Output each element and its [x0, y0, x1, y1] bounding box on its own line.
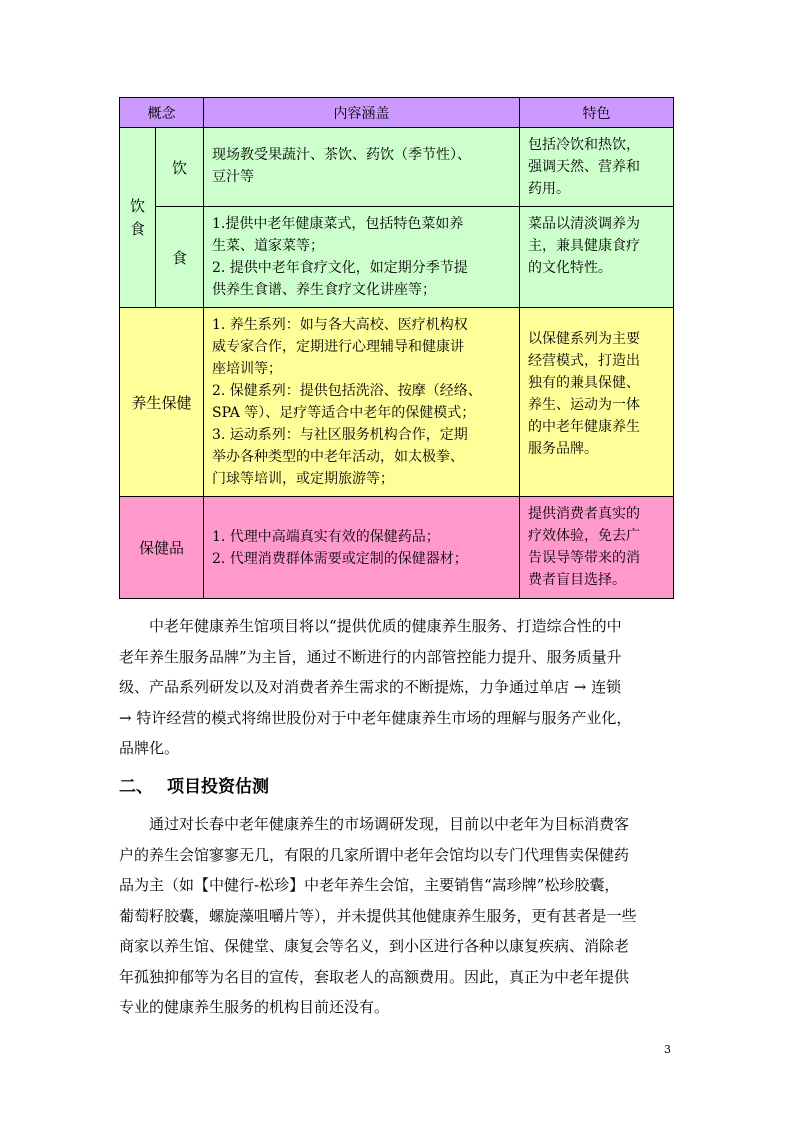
category-products: 保健品 — [120, 497, 204, 599]
health-content-line: SPA 等）、足疗等适合中老年的保健模式； — [212, 405, 476, 421]
paragraph-line: 年孤独抑郁等为名目的宣传，套取老人的高额费用。因此，真正为中老年提供 — [119, 967, 630, 986]
category-health: 养生保健 — [120, 308, 204, 497]
food-content-line: 2. 提供中老年食疗文化，如定期分季节提 — [212, 260, 468, 276]
health-content — [204, 308, 520, 497]
products-content-line: 1. 代理中高端真实有效的保健药品； — [212, 528, 440, 545]
health-content-line: 3. 运动系列：与社区服务机构合作，定期 — [212, 427, 468, 443]
paragraph-line: 级、产品系列研发以及对消费者养生需求的不断提炼，力争通过单店 → 连锁 — [119, 678, 622, 696]
health-feature-line: 养生、运动为一体 — [528, 397, 640, 413]
paragraph-line: → 特许经营的模式将绵世股份对于中老年健康养生市场的理解与服务产业化， — [119, 708, 632, 727]
sub-drink: 饮 — [156, 128, 204, 207]
paragraph-line: 品牌化。 — [119, 739, 180, 757]
paragraph-line: 通过对长春中老年健康养生的市场调研发现，目前以中老年为目标消费客 — [119, 815, 630, 833]
food-feature-line: 的文化特性。 — [528, 260, 612, 276]
health-content-line: 座培训等； — [212, 361, 282, 377]
food-content-line: 供养生食谱、养生食疗文化讲座等； — [212, 282, 436, 298]
paragraph-line: 品为主（如【中健行-松珍】中老年养生会馆，主要销售“嵩珍牌”松珍胶囊， — [119, 876, 620, 894]
table-row — [120, 207, 674, 308]
drink-content-line: 豆汁等 — [212, 169, 254, 185]
food-feature — [520, 207, 674, 308]
drink-feature-line: 强调天然、营养和 — [528, 159, 640, 175]
health-content-line: 举办各种类型的中老年活动，如太极拳、 — [212, 449, 464, 465]
header-concept: 概念 — [120, 98, 204, 128]
drink-content-line: 现场教受果蔬汁、茶饮、药饮（季节性）、 — [212, 147, 471, 163]
diet-label-char-1: 饮 — [129, 196, 145, 215]
drink-feature-line: 包括冷饮和热饮， — [528, 137, 640, 153]
table-row — [120, 128, 674, 207]
header-feature: 特色 — [520, 98, 674, 128]
products-feature-line: 提供消费者真实的 — [528, 506, 640, 522]
health-feature-line: 独有的兼具保健、 — [528, 375, 640, 391]
table-header-row — [120, 98, 674, 128]
health-content-line: 门球等培训，或定期旅游等； — [212, 471, 394, 487]
food-content-line: 1.提供中老年健康菜式，包括特色菜如养 — [212, 216, 464, 232]
products-feature — [520, 497, 674, 599]
section-heading — [119, 772, 269, 797]
paragraph-line: 户的养生会馆寥寥无几，有限的几家所谓中老年会馆均以专门代理售卖保健药 — [119, 845, 630, 864]
health-content-line: 威专家合作，定期进行心理辅导和健康讲 — [212, 339, 464, 355]
paragraph-line: 葡萄籽胶囊，螺旋藻咀嚼片等），并未提供其他健康养生服务，更有甚者是一些 — [119, 906, 637, 925]
food-feature-line: 菜品以清淡调养为 — [528, 216, 640, 232]
drink-content — [204, 128, 520, 207]
products-feature-line: 疗效体验，免去广 — [528, 528, 640, 544]
paragraph-line: 商家以养生馆、保健堂、康复会等名义，到小区进行各种以康复疾病、消除老 — [119, 937, 630, 955]
drink-feature — [520, 128, 674, 207]
health-feature-line: 以保健系列为主要 — [528, 331, 640, 347]
page-number: 3 — [664, 1043, 671, 1056]
food-content — [204, 207, 520, 308]
paragraph-line: 中老年健康养生馆项目将以“提供优质的健康养生服务、打造综合性的中 — [119, 617, 622, 635]
products-content-line: 2. 代理消费群体需要或定制的保健器材； — [212, 550, 468, 567]
section-title: 项目投资估测 — [167, 777, 269, 797]
header-content: 内容涵盖 — [204, 98, 520, 128]
food-feature-line: 主，兼具健康食疗 — [528, 238, 640, 254]
health-feature-line: 经营模式，打造出 — [528, 353, 640, 369]
health-content-line: 2. 保健系列：提供包括洗浴、按摩（经络、 — [212, 383, 482, 399]
paragraph-market — [119, 809, 673, 1023]
products-feature-line: 费者盲目选择。 — [528, 572, 626, 588]
table-row — [120, 497, 674, 599]
health-content-line: 1. 养生系列：如与各大高校、医疗机构权 — [212, 317, 468, 333]
health-feature — [520, 308, 674, 497]
food-content-line: 生菜、道家菜等； — [212, 238, 324, 254]
paragraph-line: 专业的健康养生服务的机构目前还没有。 — [119, 998, 390, 1016]
diet-label-char-2: 食 — [129, 219, 145, 238]
health-feature-line: 服务品牌。 — [528, 441, 598, 457]
products-content — [204, 497, 520, 599]
paragraph-summary — [119, 611, 673, 764]
drink-feature-line: 药用。 — [528, 181, 570, 197]
category-diet — [120, 128, 156, 308]
health-feature-line: 的中老年健康养生 — [528, 419, 640, 435]
paragraph-line: 老年养生服务品牌”为主旨，通过不断进行的内部管控能力提升、服务质量升 — [119, 647, 622, 666]
section-number: 二、 — [119, 777, 153, 797]
concept-table — [119, 97, 674, 599]
table-row — [120, 308, 674, 497]
sub-food: 食 — [156, 207, 204, 308]
products-feature-line: 告误导等带来的消 — [528, 550, 640, 566]
